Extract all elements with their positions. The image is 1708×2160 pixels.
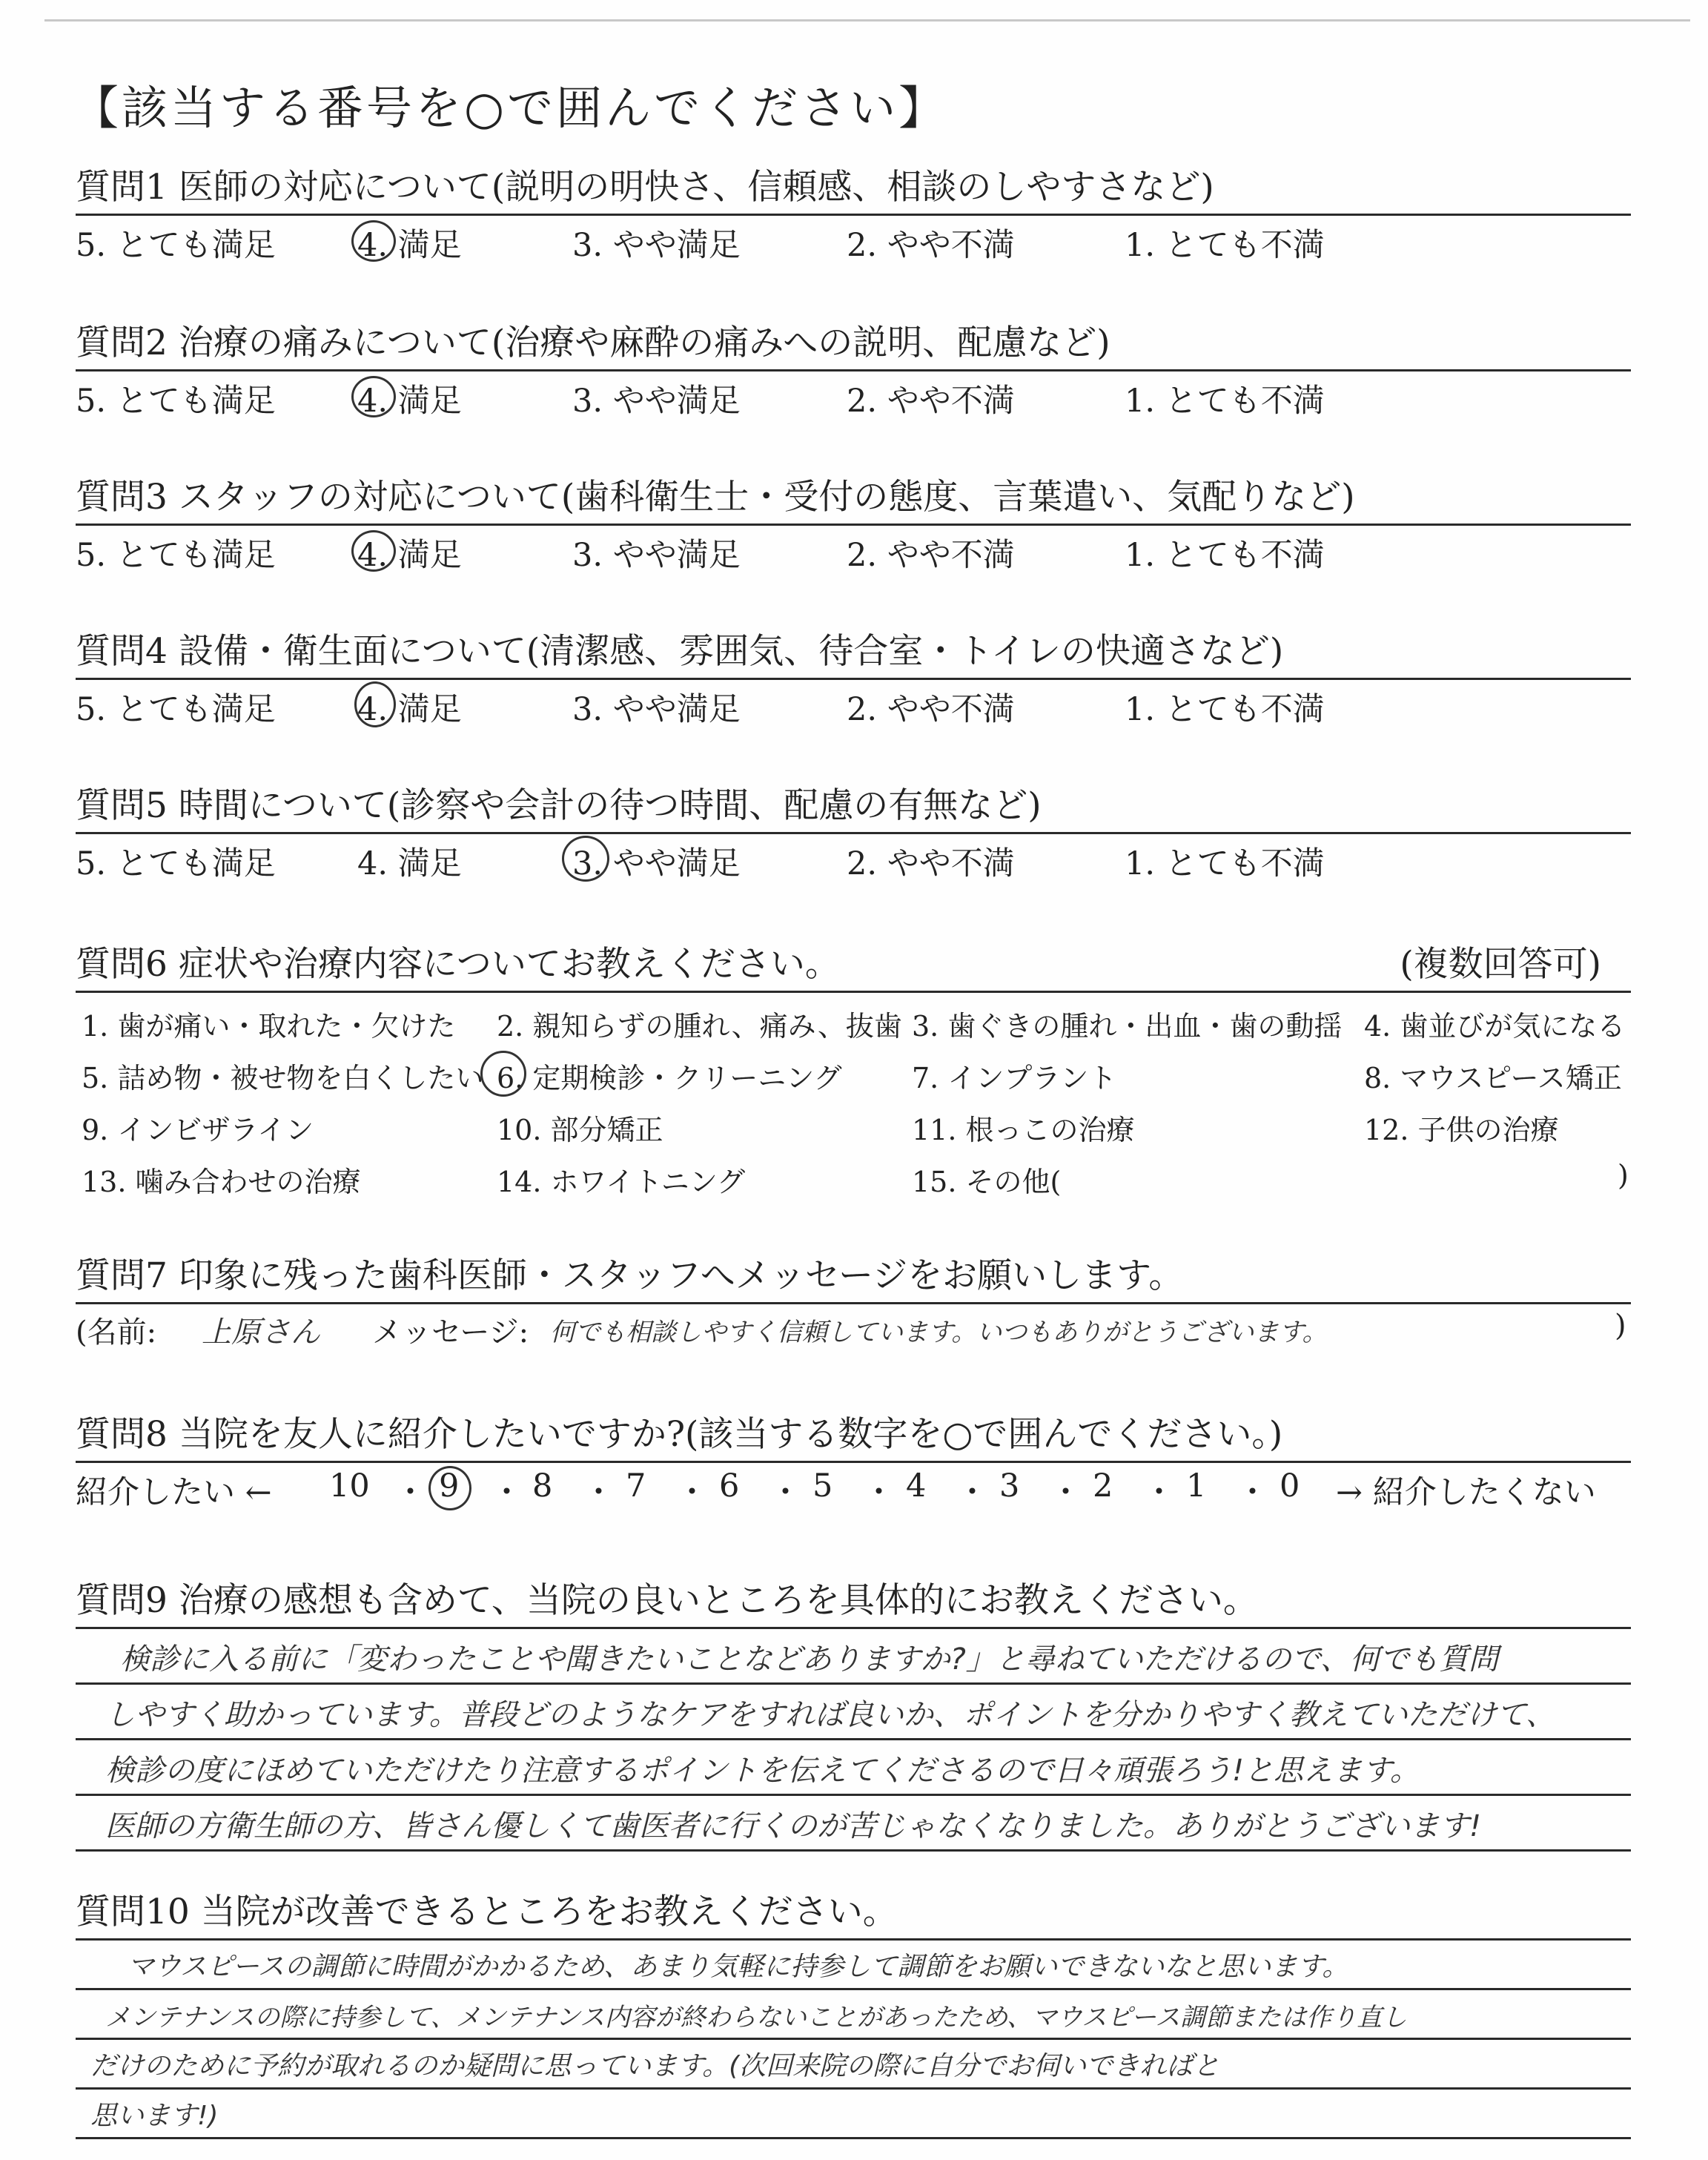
q9-answer-text: 検診に入る前に「変わったことや聞きたいことなどありますか?」と尋ねていただけるので、何でも質問 [120, 1642, 1499, 1677]
q3-selection-circle [351, 530, 396, 572]
q2-option-3[interactable]: 3. やや満足 [572, 383, 741, 420]
q8-right-label: → 紹介したくない [1336, 1474, 1596, 1511]
top-border [44, 19, 1690, 22]
question-5 [76, 783, 1631, 882]
question-2-options [76, 371, 1631, 420]
question-4-options [76, 680, 1631, 728]
q8-dot: ・ [394, 1474, 426, 1511]
question-6-title-text: 質問6 症状や治療内容についてお教えください。 [76, 944, 840, 985]
q10-answer-line [76, 2090, 1631, 2139]
q9-answer-line [76, 1629, 1631, 1685]
q1-option-1[interactable]: 1. とても不満 [1125, 227, 1325, 264]
q5-selection-circle [562, 836, 609, 882]
q10-answer-line [76, 2040, 1631, 2090]
q3-option-2[interactable]: 2. やや不満 [847, 537, 1015, 574]
q5-option-2[interactable]: 2. やや不満 [847, 845, 1015, 882]
q7-name-label: (名前: [76, 1315, 157, 1350]
page-heading: 【該当する番号を○で囲んでください】 [73, 81, 948, 135]
q8-dot: ・ [1050, 1474, 1082, 1511]
question-1-title: 質問1 医師の対応について(説明の明快さ、信頼感、相談のしやすさなど) [76, 167, 1214, 208]
q7-message-value[interactable]: 何でも相談しやすく信頼しています。いつもありがとうございます。 [550, 1318, 1328, 1347]
question-7-answer [76, 1304, 1631, 1349]
q8-option-0[interactable]: 0 [1280, 1467, 1300, 1505]
q2-option-1[interactable]: 1. とても不満 [1125, 383, 1325, 420]
q2-option-4[interactable]: 4. 満足 [357, 383, 462, 420]
q9-answer-line [76, 1685, 1631, 1740]
question-10-title: 質問10 当院が改善できるところをお教えください。 [76, 1892, 898, 1932]
q4-selection-circle [354, 681, 396, 727]
q8-dot: ・ [1237, 1474, 1268, 1511]
q7-message-label: メッセージ: [372, 1315, 529, 1350]
q9-answer-text: 検診の度にほめていただけたり注意するポイントを伝えてくださるので日々頑張ろう!と思えます。 [105, 1754, 1420, 1788]
question-8-title: 質問8 当院を友人に紹介したいですか?(該当する数字を○で囲んでください。) [76, 1414, 1283, 1455]
q8-option-6[interactable]: 6 [719, 1467, 740, 1505]
q3-option-5[interactable]: 5. とても満足 [76, 537, 276, 574]
q9-answer-line [76, 1740, 1631, 1796]
q8-option-5[interactable]: 5 [812, 1467, 833, 1505]
q6-option-12[interactable]: 12. 子供の治療 [1364, 1114, 1559, 1146]
question-6-options [76, 993, 1631, 1208]
q6-option-8[interactable]: 8. マウスピース矯正 [1364, 1062, 1622, 1094]
question-4-title: 質問4 設備・衛生面について(清潔感、雰囲気、待合室・トイレの快適さなど) [76, 631, 1284, 672]
q2-selection-circle [351, 376, 396, 417]
question-2-title: 質問2 治療の痛みについて(治療や麻酔の痛みへの説明、配慮など) [76, 323, 1110, 363]
q6-option-9[interactable]: 9. インビザライン [82, 1114, 314, 1146]
question-9-answer[interactable] [76, 1629, 1631, 1852]
q9-answer-text: しやすく助かっています。普段どのようなケアをすれば良いか、ポイントを分かりやすく教えていただけて、 [105, 1698, 1555, 1732]
q6-selection-circle [480, 1051, 526, 1097]
q5-option-4[interactable]: 4. 満足 [357, 845, 462, 882]
q2-option-5[interactable]: 5. とても満足 [76, 383, 276, 420]
q8-dot: ・ [863, 1474, 895, 1511]
q10-answer-text: 思います!) [90, 2101, 219, 2131]
q6-option-11[interactable]: 11. 根っこの治療 [912, 1114, 1135, 1146]
q1-option-5[interactable]: 5. とても満足 [76, 227, 276, 264]
question-8 [76, 1412, 1631, 1509]
q8-option-10[interactable]: 10 [329, 1467, 370, 1505]
question-5-options [76, 834, 1631, 882]
q6-option-2[interactable]: 2. 親知らずの腫れ、痛み、抜歯 [497, 1010, 902, 1043]
question-4 [76, 629, 1631, 728]
q8-dot: ・ [769, 1474, 801, 1511]
q6-option-14[interactable]: 14. ホワイトニング [497, 1166, 746, 1198]
q6-option-3[interactable]: 3. 歯ぐきの腫れ・出血・歯の動揺 [912, 1010, 1343, 1043]
q4-option-2[interactable]: 2. やや不満 [847, 691, 1015, 728]
q6-option-15[interactable]: 15. その他( [912, 1166, 1062, 1198]
question-10-answer[interactable] [76, 1941, 1631, 2139]
q4-option-4[interactable]: 4. 満足 [357, 691, 462, 728]
q6-option-13[interactable]: 13. 噛み合わせの治療 [82, 1166, 361, 1198]
q8-selection-circle [428, 1466, 471, 1510]
q8-dot: ・ [583, 1474, 615, 1511]
q6-option-15-close: ) [1618, 1159, 1629, 1192]
q5-option-1[interactable]: 1. とても不満 [1125, 845, 1325, 882]
question-7 [76, 1253, 1631, 1349]
q8-dot: ・ [491, 1474, 523, 1511]
q6-option-5[interactable]: 5. 詰め物・被せ物を白くしたい [82, 1062, 484, 1094]
q8-option-9[interactable]: 9 [439, 1467, 460, 1505]
question-6-title [76, 942, 1631, 988]
q8-left-label: 紹介したい ← [76, 1474, 272, 1511]
q8-dot: ・ [956, 1474, 988, 1511]
q10-answer-text: だけのために予約が取れるのか疑問に思っています。(次回来院の際に自分でお伺いできればと [90, 2051, 1220, 2081]
q6-option-4[interactable]: 4. 歯並びが気になる [1364, 1010, 1626, 1043]
question-3-options [76, 526, 1631, 574]
q8-option-1[interactable]: 1 [1186, 1467, 1207, 1505]
q10-answer-line [76, 1941, 1631, 1990]
question-3 [76, 475, 1631, 574]
q10-answer-line [76, 1990, 1631, 2040]
question-2 [76, 320, 1631, 420]
q3-option-3[interactable]: 3. やや満足 [572, 537, 741, 574]
q6-option-1[interactable]: 1. 歯が痛い・取れた・欠けた [82, 1010, 456, 1043]
q5-option-5[interactable]: 5. とても満足 [76, 845, 276, 882]
q3-option-4[interactable]: 4. 満足 [357, 537, 462, 574]
q10-answer-text: メンテナンスの際に持参して、メンテナンス内容が終わらないことがあったため、マウスピース調節または作り直し [105, 2003, 1408, 2032]
question-5-title: 質問5 時間について(診察や会計の待つ時間、配慮の有無など) [76, 785, 1042, 826]
q7-name-value[interactable]: 上原さん [202, 1315, 320, 1350]
q4-option-5[interactable]: 5. とても満足 [76, 691, 276, 728]
question-7-title: 質問7 印象に残った歯科医師・スタッフへメッセージをお願いします。 [76, 1255, 1184, 1296]
q4-option-3[interactable]: 3. やや満足 [572, 691, 741, 728]
q6-option-6[interactable]: 6. 定期検診・クリーニング [497, 1062, 842, 1094]
q10-answer-text: マウスピースの調節に時間がかかるため、あまり気軽に持参して調節をお願いできないなと思います。 [128, 1952, 1349, 1982]
q9-answer-line [76, 1796, 1631, 1852]
question-9 [76, 1578, 1631, 1852]
q1-selection-circle [351, 220, 396, 262]
q4-option-1[interactable]: 1. とても不満 [1125, 691, 1325, 728]
q6-option-7[interactable]: 7. インプラント [912, 1062, 1117, 1094]
q8-option-4[interactable]: 4 [906, 1467, 927, 1505]
q1-option-2[interactable]: 2. やや不満 [847, 227, 1015, 264]
question-6 [76, 942, 1631, 1208]
question-3-title: 質問3 スタッフの対応について(歯科衛生士・受付の態度、言葉遣い、気配りなど) [76, 477, 1355, 518]
q2-option-2[interactable]: 2. やや不満 [847, 383, 1015, 420]
question-10 [76, 1889, 1631, 2139]
q9-answer-text: 医師の方衛生師の方、皆さん優しくて歯医者に行くのが苦じゃなくなりました。ありがとうございます! [105, 1809, 1482, 1843]
question-1 [76, 165, 1631, 264]
question-1-options [76, 216, 1631, 264]
question-8-scale [76, 1463, 1631, 1509]
q8-option-7[interactable]: 7 [626, 1467, 646, 1505]
q5-option-3[interactable]: 3. やや満足 [572, 845, 741, 882]
q1-option-3[interactable]: 3. やや満足 [572, 227, 741, 264]
q8-option-8[interactable]: 8 [532, 1467, 553, 1505]
q3-option-1[interactable]: 1. とても不満 [1125, 537, 1325, 574]
q8-option-2[interactable]: 2 [1093, 1467, 1113, 1505]
q7-close-paren: ) [1615, 1309, 1626, 1343]
q1-option-4[interactable]: 4. 満足 [357, 227, 462, 264]
q6-option-10[interactable]: 10. 部分矯正 [497, 1114, 663, 1146]
q8-dot: ・ [1143, 1474, 1175, 1511]
question-6-multiple-note: (複数回答可) [1400, 944, 1601, 985]
question-9-title: 質問9 治療の感想も含めて、当院の良いところを具体的にお教えください。 [76, 1580, 1258, 1621]
q8-option-3[interactable]: 3 [999, 1467, 1020, 1505]
q8-dot: ・ [676, 1474, 708, 1511]
